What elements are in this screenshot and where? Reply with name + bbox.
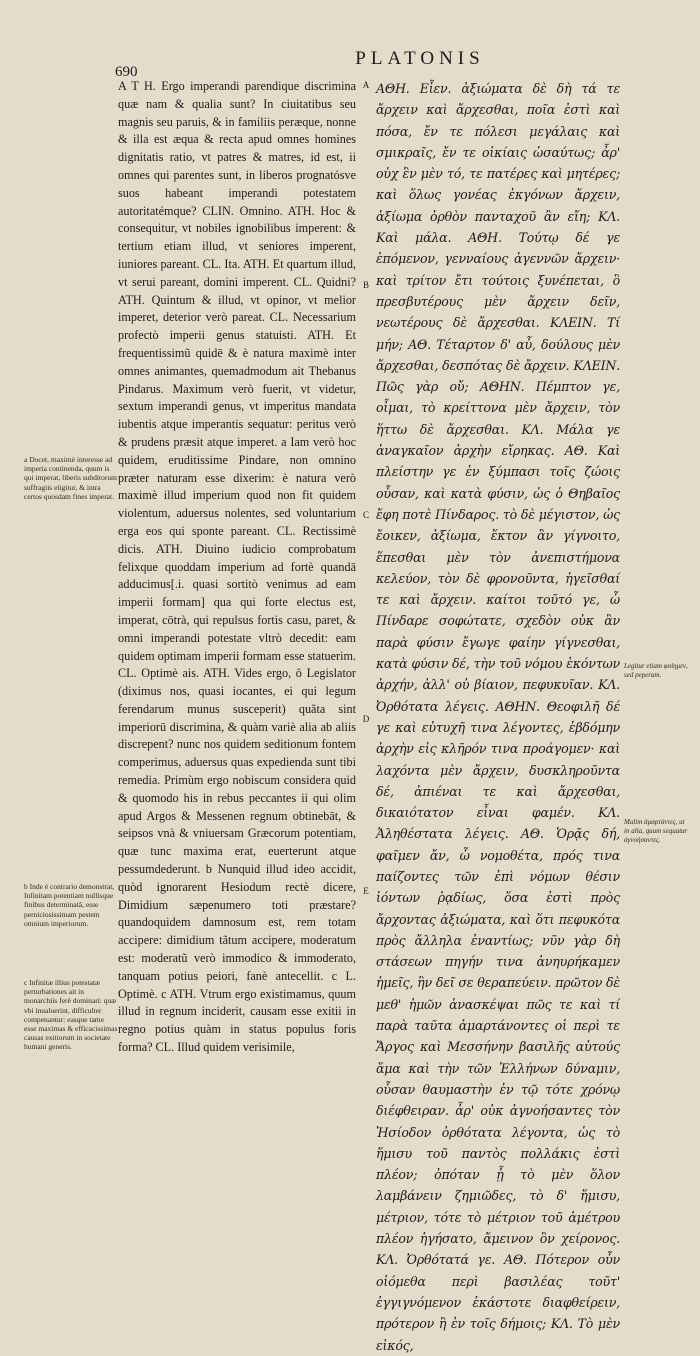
- section-marker-c: C: [362, 510, 369, 520]
- greek-column: [376, 78, 620, 1356]
- section-marker-a: A: [362, 80, 370, 90]
- right-note-malim: Malim ἀμαρτάντες, ut in alia, quum sequatur ἀγνοήσαντες.: [624, 818, 688, 844]
- right-note-legitur: Legitur etiam φαίημεν, sed peperam.: [624, 662, 688, 679]
- latin-column: [118, 78, 356, 1057]
- section-marker-e: E: [363, 886, 369, 896]
- margin-note-a: a Docet, maximè interesse ad imperia continenda, quum is qui imperat, liberis subditorum suffragiis eligitur, & intra certos quosdam fines imperat.: [24, 455, 117, 501]
- section-marker-d: D: [362, 714, 370, 724]
- greek-text: ΑΘΗ. Εἶεν. ἀξιώματα δὲ δὴ τά τε ἄρχειν καὶ ἄρχεσθαι, ποῖα ἐστὶ καὶ πόσα, ἔν τε πόλεσι μεγάλαις καὶ σμικραῖς, ἔν τε οἰκίαις ὡσαύτως; ἆρ' οὐχ ἓν μὲν τό, τε πατέρες καὶ μητέρες; καὶ ὅλως γονέας ἐκγόνων ἄρχειν, ἀξίωμα ὀρθὸν πανταχοῦ ἂν εἴη; ΚΛ. Καὶ μάλα. ΑΘΗ. Τούτῳ δέ γε ἑπόμενον, γενναίους ἀγεννῶν ἄρχειν· καὶ τρίτον ἔτι τούτοις ξυνέπεται, ὃ πρεσβυτέρους μὲν ἄρχειν δεῖν, νεωτέρους δὲ ἄρχεσθαι. ΚΛΕΙΝ. Τί μήν; ΑΘ. Τέταρτον δ' αὖ, δούλους μὲν ἄρχεσθαι, δεσπότας δὲ ἄρχειν. ΚΛΕΙΝ. Πῶς γὰρ οὔ; ΑΘΗΝ. Πέμπτον γε, οἶμαι, τὸ κρείττονα μὲν ἄρχειν, τὸν ἥττω δὲ ἄρχεσθαι. ΚΛ. Μάλα γε ἀναγκαῖον ἀρχὴν εἴρηκας. ΑΘ. Καὶ πλείστην γε ἐν ξύμπασι τοῖς ζώοις οὖσαν, καὶ κατὰ φύσιν, ὡς ὁ Θηβαῖος ἔφη ποτὲ Πίνδαρος. τὸ δὲ μέγιστον, ὡς ἔοικεν, ἀξίωμα, ἕκτον ἂν γίγνοιτο, ἕπεσθαι μὲν τὸν ἀνεπιστήμονα κελεύον, τὸν δὲ φρονοῦντα, ἡγεῖσθαί τε καὶ ἄρχειν. καίτοι τοῦτό γε, ὦ Πίνδαρε σοφώτατε, σχεδὸν οὐκ ἂν παρὰ φύσιν ἔγωγε φαίην γίγνεσθαι, κατὰ φύσιν δέ, τὴν τοῦ νόμου ἑκόντων ἀρχήν, ἀλλ' οὐ βίαιον, πεφυκυῖαν. ΚΛ. Ὀρθότατα λέγεις. ΑΘΗΝ. Θεοφιλῆ δέ γε καὶ εὐτυχῆ τινα λέγοντες, ἑβδόμην ἀρχὴν εἰς κλῆρόν τινα προάγομεν· καὶ λαχόντα μὲν ἄρχειν, δυσκληρoῦντα δέ, ἀπιέναι τε καὶ ἄρχεσθαι, δικαιότατον εἶναι φαμέν. ΚΛ. Ἀληθέστατα λέγεις. ΑΘ. Ὁρᾷς δή, φαῖμεν ἄν, ὦ νομοθέτα, πρός τινα παίζοντες τῶν ἐπὶ νόμων θέσιν ἰόντων ῥᾳδίως, ὅσα ἐστὶ πρὸς ἄρχοντας ἀξιώματα, καὶ ὅτι πεφυκότα πρὸς ἄλληλα ἐναντίως; νῦν γὰρ δὴ στάσεων πηγήν τινα ἀνηυρήκαμεν ἡμεῖς, ἣν δεῖ σε θεραπεύειν. πρῶτον δὲ μεθ' ἡμῶν ἀνασκέψαι πῶς τε καὶ τί παρὰ ταῦτα ἁμαρτάνοντες οἱ περὶ τε Ἄργος καὶ Μεσσήνην βασιλῆς αὑτούς ἅμα καὶ τὴν τῶν Ἑλλήνων δύναμιν, οὖσαν θαυμαστὴν ἐν τῷ τότε χρόνῳ διέφθειραν. ἆρ' οὐκ ἀγνοήσαντες τὸν Ἡσίοδον ὀρθότατα λέγοντα, ὡς τὸ ἥμισυ τοῦ παντὸς πολλάκις ἐστὶ πλέον; ὁπόταν ᾖ τὸ μὲν ὅλον λαμβάνειν ζημιῶδες, τὸ δ' ἥμισυ, μέτριον, τότε τὸ μέτριον τοῦ ἀμέτρου πλέον ἡγήσατο, ἄμεινον ὂν χείρονος. ΚΛ. Ὀρθότατά γε. ΑΘ. Πότερον οὖν οἰόμεθα περὶ βασιλέας τοῦτ' ἐγγιγνόμενον ἑκάστοτε διαφθείρειν, πρότερον ἢ ἐν τοῖς δήμοις; ΚΛ. Τὸ μὲν εἰκός,: [376, 81, 620, 1353]
- latin-text: A T H. Ergo imperandi parendique discrimina quæ nam & qualia sunt? In ciuitatibus seu magnis seu paruis, & in familiis peræque, nonne & illa est æqua & recta apud omnes homines dignitatis ratio, vt patres & matres, id est, ii omnes qui parentes sunt, in liberos prognatósve suos habeant imperandi potestatem autoritatémque? CLIN. Omnino. ATH. Hoc & consequitur, vt nobiles ignobilibus imperent: & tertium etiam illud, vt seniores imperent, iuniores pareant. CL. Ita. ATH. Et quartum illud, vt serui pareant, domini imperent. CL. Quidni? ATH. Quintum & illud, vt opinor, vt melior imperet, deterior verò pareat. CL. Necessarium profectò imperii genus statuisti. ATH. Et frequentissimũ quidē & è natura maximè inter omnes animantes, quemadmodum ait Thebanus Pindarus. Maximum verò fuerit, vt videtur, sextum imperandi genus, vt imperitus mandata iubentis atque imperantis sequatur: peritus verò & prudens præsit atque imperet. a Iam verò hoc quidem, eruditissime Pindare, non omnino præter naturam esse dixerim: è natura verò maximè illud imperium quod non fit quidem violentum, aduersus nolentes, sed voluntarium erga eos qui sponte pareant. CL. Rectissimè dicis. ATH. Diuino iudicio comprobatum felixque quoddam imperium ad fortè quandā adducimus[.i. quasi sortitò venimus ad eam imperii formam] qua qui forte electus est, imperat, cōtrà, qui repulsus fortis casu, paret, & omni imperandi potestate vltrò decedit: eam quidem optimam imperii formam esse statuerim. CL. Optimè ais. ATH. Vides ergo, ô Legislator (diximus nos, quasi iocantes, ei qui legum ferendarum munus susceperit) quãta sint imperiorū discrimina, & quàm variè alia ab aliis discrepent? nunc nos quidem seditionum fontem comperimus, aduersus quas expedienda sunt tibi remedia. Primùm ergo nobiscum considera quid & quomodo his in rebus peccantes ii qui olim apud Argos & Messenen regnum obtinebāt, & seipsos vnà & vniuersam Græcorum potentiam, quæ tunc maxima erat, euerterunt atque pessumdederunt. b Nunquid illud ideo accidit, quòd ignorarent Hesiodum rectè dicere, Dimidium sæpenumero toti præstare? quandoquidem damnosum est, rem totam accipere: dimidium tãtum accipere, moderatum est: moderatũ verò immodico & immoderato, tanquam potius peiori, fanè antecellit. c L. Optimè. c ATH. Vtrum ergo existimamus, quum illud in regnum inciderit, causam esse exitii in regno potius quàm in status populus foris forma? CL. Illud quidem verisimile,: [118, 79, 356, 1055]
- section-marker-b: B: [362, 280, 369, 290]
- page-number: 690: [115, 64, 138, 80]
- running-head: PLATONIS: [355, 48, 485, 69]
- margin-note-b: b Inde è contrario demonstrat, Infinitam potentiam nullisque finibus determinatã, esse perniciosissimam pestem omnium imperiorum.: [24, 882, 115, 928]
- margin-note-c: c Infinitæ illius potestatæ perturbationes ait in monarchiis ferè dominari: quæ vbi inualuerint, difficulter compenantur: easque tame esse maximas & efficacissimas causas exitiorum in societate humani generis.: [24, 978, 118, 1052]
